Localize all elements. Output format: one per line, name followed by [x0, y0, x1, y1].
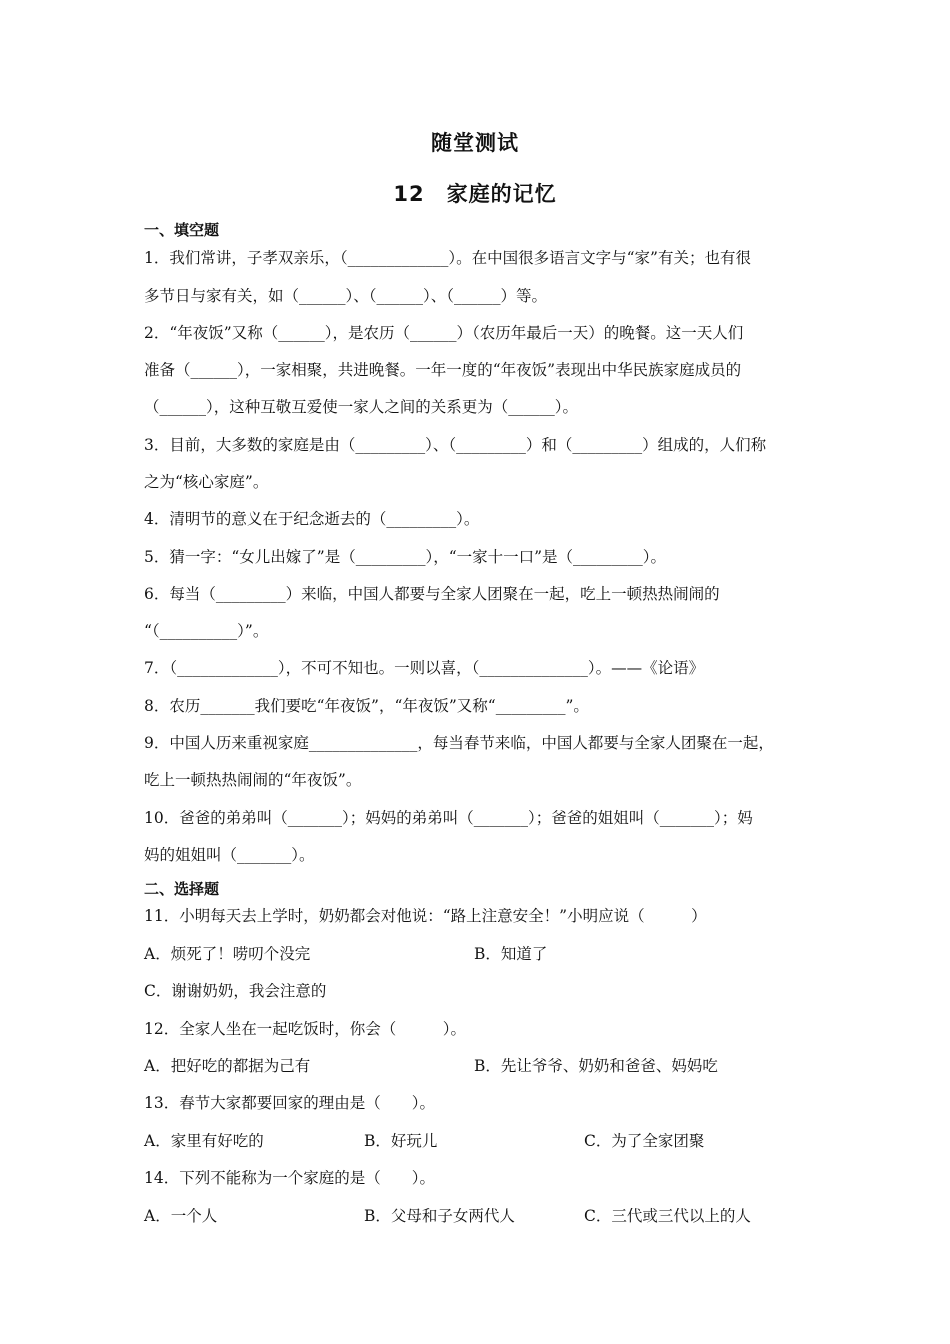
question-line: （______），这种互敬互爱使一家人之间的关系更为（______）。	[144, 398, 579, 416]
option-a: A．把好吃的都据为己有	[144, 1057, 311, 1075]
option-a: A．家里有好吃的	[144, 1132, 264, 1150]
question-line: 2．“年夜饭”又称（______），是农历（______）（农历年最后一天）的晚餐。这一天人们	[144, 324, 744, 342]
question-line: 准备（______），一家相聚，共进晚餐。一年一度的“年夜饭”表现出中华民族家庭成员的	[144, 361, 742, 379]
question-stem: 11．小明每天去上学时，奶奶都会对他说：“路上注意安全！”小明应说（ ）	[144, 907, 707, 925]
question-line: 吃上一顿热热闹闹的“年夜饭”。	[144, 771, 362, 789]
question-line: 1．我们常讲，子孝双亲乐，（_____________）。在中国很多语言文字与“家”有关；也有很	[144, 249, 751, 267]
option-c: C．三代或三代以上的人	[584, 1207, 751, 1225]
section-heading-fill-blank: 一、填空题	[144, 221, 220, 239]
question-line: 6．每当（_________）来临，中国人都要与全家人团聚在一起，吃上一顿热热闹闹的	[144, 585, 720, 603]
question-line: 10．爸爸的弟弟叫（_______）；妈妈的弟弟叫（_______）；爸爸的姐姐叫（_______）；妈	[144, 809, 753, 827]
option-a: A．一个人	[144, 1207, 218, 1225]
question-line: 3．目前，大多数的家庭是由（_________）、（_________）和（_________）组成的，人们称	[144, 436, 767, 454]
option-c: C．谢谢奶奶，我会注意的	[144, 982, 327, 1000]
section-heading-multiple-choice: 二、选择题	[144, 880, 220, 898]
question-stem: 12．全家人坐在一起吃饭时，你会（ ）。	[144, 1020, 466, 1038]
lesson-title: 12 家庭的记忆	[393, 182, 557, 206]
question-stem: 13．春节大家都要回家的理由是（ ）。	[144, 1094, 435, 1112]
option-b: B．父母和子女两代人	[364, 1207, 515, 1225]
question-line: 8．农历_______我们要吃“年夜饭”，“年夜饭”又称“_________”。	[144, 697, 589, 715]
page-title: 随堂测试	[431, 131, 519, 155]
question-stem: 14．下列不能称为一个家庭的是（ ）。	[144, 1169, 435, 1187]
question-line: 5．猜一字：“女儿出嫁了”是（_________），“一家十一口”是（_________）。	[144, 548, 667, 566]
option-a: A．烦死了！唠叨个没完	[144, 945, 311, 963]
option-b: B．好玩儿	[364, 1132, 438, 1150]
question-line: 多节日与家有关，如（______）、（______）、（______）等。	[144, 287, 548, 305]
question-line: 7．（_____________），不可不知也。一则以喜，（______________）。——《论语》	[144, 659, 705, 677]
question-line: “（__________）”。	[144, 622, 269, 640]
option-c: C．为了全家团聚	[584, 1132, 705, 1150]
question-line: 妈的姐姐叫（_______）。	[144, 846, 315, 864]
option-b: B．先让爷爷、奶奶和爸爸、妈妈吃	[474, 1057, 718, 1075]
question-line: 9．中国人历来重视家庭______________，每当春节来临，中国人都要与全家人团聚在一起，	[144, 734, 774, 752]
question-line: 4．清明节的意义在于纪念逝去的（_________）。	[144, 510, 480, 528]
question-line: 之为“核心家庭”。	[144, 473, 269, 491]
option-b: B．知道了	[474, 945, 548, 963]
